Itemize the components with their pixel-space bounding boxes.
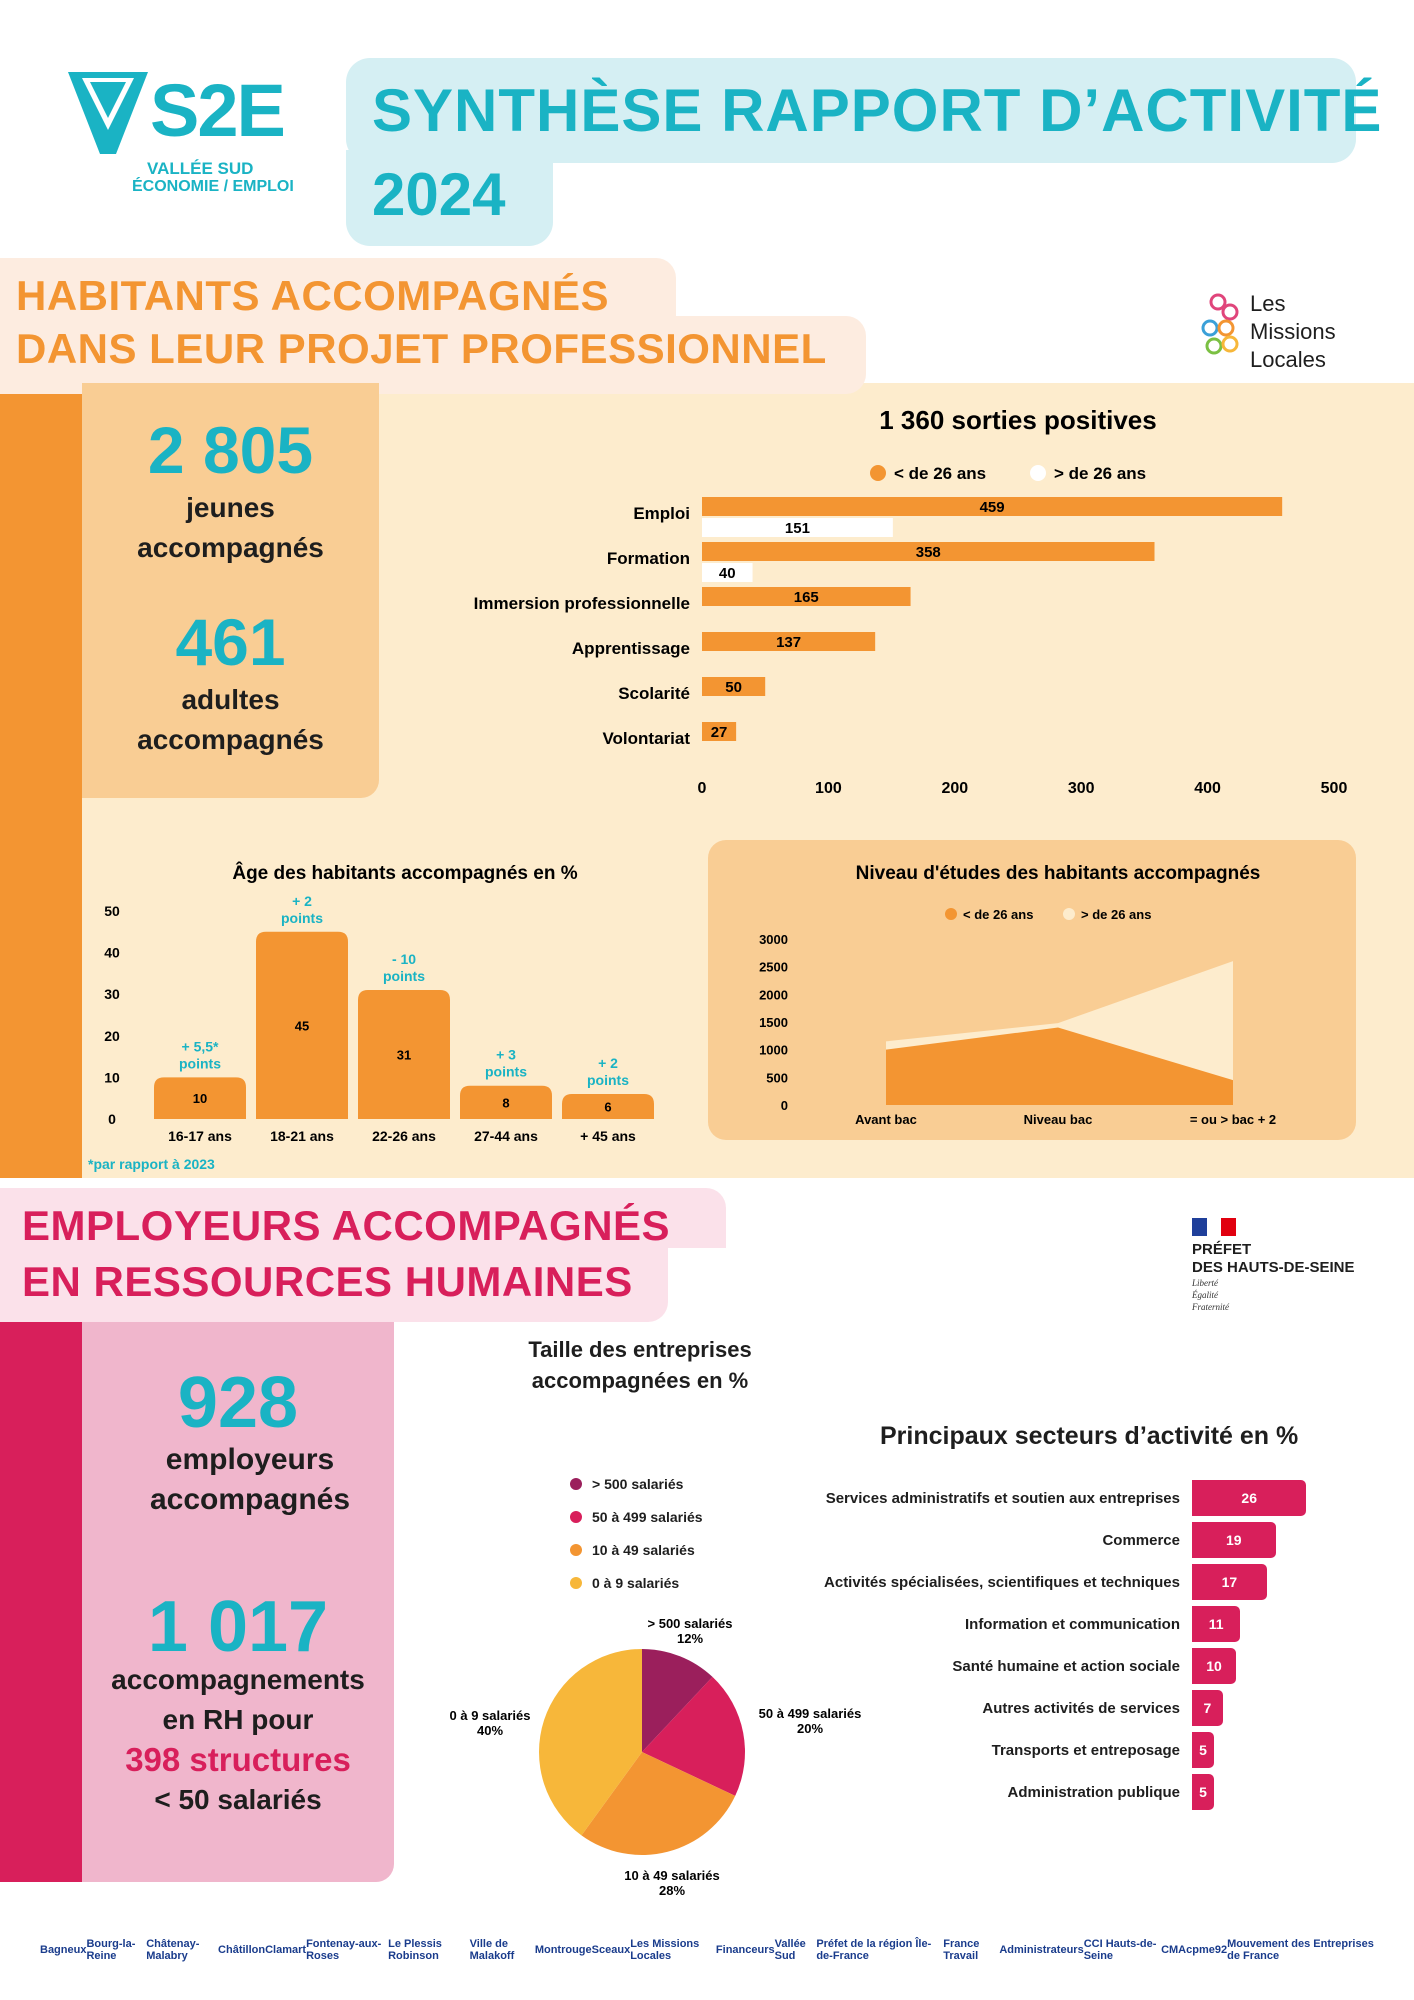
pie-legend-label: > 500 salariés [592,1476,684,1492]
pie-slice-label: > 500 salariés [647,1616,733,1631]
partner-logo: Montrouge [534,1944,592,1956]
page-title: SYNTHÈSE RAPPORT D’ACTIVITÉ [372,77,1383,144]
bar-value-label: 27 [710,724,728,741]
legend-swatch [870,465,886,481]
page-title-year: 2024 [372,161,506,228]
age-annotation-points: points [587,1072,629,1089]
y-tick-label: 2500 [759,959,788,975]
financeur-logo: Préfet de la région Île-de-France [816,1938,932,1962]
footnote: *par rapport à 2023 [88,1156,215,1172]
bar-value-label: 137 [776,634,802,651]
x-tick-label: 300 [1067,780,1095,797]
sector-row [660,1480,1306,1516]
partner-logo: Châtillon [218,1944,266,1956]
adultes-label-1: adultes [181,684,280,715]
x-tick-label: 200 [941,780,969,797]
y-tick-label: 10 [104,1069,120,1086]
prefet-line1: PRÉFET [1192,1241,1252,1258]
jeunes-count: 2 805 [147,413,314,487]
sector-row [660,1690,1223,1726]
sector-row [660,1606,1240,1642]
age-annotation: + 3 [496,1046,516,1063]
age-bar-value: 10 [192,1091,208,1107]
age-category-label: 27-44 ans [474,1128,538,1144]
sector-label: Transports et entreposage [991,1741,1180,1759]
age-annotation-points: points [485,1063,527,1080]
logo-subtitle-1: VALLÉE SUD [147,159,254,178]
niveau-category-label: = ou > bac + 2 [1189,1112,1277,1127]
age-chart [100,855,680,1155]
sector-bar: 19 [1192,1522,1276,1558]
accompagnements-label-1: accompagnements [111,1664,365,1695]
section1-accent-bar [0,383,82,1178]
sector-label: Santé humaine et action sociale [952,1657,1180,1675]
accompagnements-label-2: en RH pour [162,1704,314,1735]
sector-label: Administration publique [1007,1783,1180,1801]
administrateur-logo: cpme92 [1186,1944,1228,1956]
niveau-title: Niveau d'études des habitants accompagnés [855,863,1261,884]
y-tick-label: 40 [104,944,120,961]
administrateur-logo: Mouvement des Entreprises de France [1227,1938,1374,1962]
legend-label: < de 26 ans [963,907,1034,922]
financeur-logo: France Travail [943,1938,980,1962]
legend-swatch [945,908,957,920]
age-bar-value: 8 [502,1095,510,1111]
sector-bar: 10 [1192,1648,1236,1684]
sector-row [660,1522,1276,1558]
sorties-positives-chart [400,395,1360,815]
bar-value-label: 358 [915,544,941,561]
pie-slice-value: 28% [658,1883,686,1898]
bar-value-label: 151 [784,520,810,537]
age-annotation: + 2 [598,1055,618,1072]
age-bar-value: 31 [396,1047,412,1063]
sector-label: Activités spécialisées, scientifiques et techniques [824,1573,1180,1591]
sector-bar: 11 [1192,1606,1240,1642]
section2-heading-2: EN RESSOURCES HUMAINES [22,1258,633,1305]
pie-legend-swatch [570,1511,582,1523]
y-tick-label: 3000 [759,932,788,947]
marianne-flag-icon [1192,1218,1236,1236]
jeunes-label-1: jeunes [186,492,275,523]
sector-bar: 7 [1192,1690,1223,1726]
niveau-category-label: Niveau bac [1023,1112,1093,1127]
age-annotation-points: points [179,1055,221,1072]
accompagnements-count: 1 017 [147,1587,329,1667]
x-tick-label: 100 [815,780,842,797]
y-tick-label: 30 [104,986,120,1003]
partner-logo: Châtenay-Malabry [146,1938,200,1962]
y-tick-label: 50 [104,903,120,919]
administrateurs-label: Administrateurs [999,1944,1084,1956]
employeurs-count: 928 [177,1363,299,1443]
sector-row [660,1774,1214,1810]
prefet-motto2: Égalité [1192,1290,1218,1300]
partner-logo: Le Plessis Robinson [388,1938,442,1962]
ml-line1: Les [1250,291,1286,316]
partner-logo: Bagneux [40,1944,87,1956]
y-tick-label: 500 [766,1070,788,1086]
age-category-label: 16-17 ans [168,1128,232,1144]
age-annotation: + 5,5* [181,1038,219,1055]
x-tick-label: 400 [1194,780,1221,797]
category-label: Volontariat [602,729,690,748]
legend-label: < de 26 ans [894,464,987,483]
sector-bar: 17 [1192,1564,1267,1600]
prefet-motto3: Fraternité [1192,1302,1229,1312]
category-label: Immersion professionnelle [473,594,690,613]
partner-logo: Bourg-la-Reine [86,1938,136,1962]
pie-legend-label: 10 à 49 salariés [592,1542,695,1558]
age-annotation-points: points [383,968,425,985]
sector-bar: 5 [1192,1774,1214,1810]
pie-legend-swatch [570,1577,582,1589]
ml-line2: Missions [1250,319,1336,344]
pie-title: Taille des entreprises accompagnées en % [528,1337,752,1393]
category-label: Apprentissage [571,639,690,658]
employeurs-label-2: accompagnés [149,1483,351,1516]
employeurs-label [100,1440,400,1520]
pie-legend-label: 0 à 9 salariés [592,1575,680,1591]
age-title: Âge des habitants accompagnés en % [232,863,578,884]
sector-bar: 26 [1192,1480,1306,1516]
prefet-motto1: Liberté [1192,1278,1218,1288]
bar-value-label: 459 [979,499,1005,516]
pie-slice-label: 0 à 9 salariés [449,1708,531,1723]
accompagnements-label-3: < 50 salariés [154,1784,322,1815]
category-label: Scolarité [618,684,690,703]
x-tick-label: 0 [697,780,707,797]
sector-row [660,1732,1214,1768]
financeur-logo: Vallée Sud [774,1938,806,1962]
niveau-category-label: Avant bac [855,1112,917,1127]
partner-logo: Ville de Malakoff [469,1938,515,1962]
sectors-title: Principaux secteurs d’activité en % [880,1422,1299,1450]
administrateur-logo: CMA [1161,1944,1187,1956]
ml-line3: Locales [1250,347,1326,372]
pie-legend-swatch [570,1478,582,1490]
logo-wordmark: S2E [150,69,284,152]
bar-value-label: 50 [725,679,742,696]
jeunes-label [82,488,379,568]
niveau-etudes-chart [708,840,1356,1140]
y-tick-label: 1500 [759,1015,788,1030]
jeunes-label-2: accompagnés [137,532,324,563]
administrateur-logo: CCI Hauts-de-Seine [1083,1938,1157,1962]
employeurs-label-1: employeurs [165,1443,335,1476]
age-annotation: - 10 [391,951,417,968]
sector-bar: 5 [1192,1732,1214,1768]
sector-label: Information et communication [964,1615,1180,1633]
bar-value-label: 40 [718,565,736,582]
age-category-label: + 45 ans [580,1128,636,1144]
logo-subtitle-2: ÉCONOMIE / EMPLOI [132,178,294,195]
adultes-label-2: accompagnés [137,724,324,755]
accompagnements-label [82,1660,394,1820]
partner-logo: Fontenay-aux-Roses [306,1938,382,1962]
adultes-label [82,680,379,760]
partner-logo: Les Missions Locales [630,1938,700,1962]
section2-accent-bar [0,1322,82,1882]
prefet-logo [1192,1218,1355,1313]
footer-logos [40,1920,1380,1980]
bar-value-label: 165 [793,589,819,606]
pie-slice-label: 50 à 499 salariés [758,1706,862,1721]
pie-slice-label: 10 à 49 salariés [624,1868,720,1883]
adultes-count: 461 [175,605,286,679]
sector-label: Services administratifs et soutien aux entreprises [825,1489,1180,1507]
section1-heading-2: DANS LEUR PROJET PROFESSIONNEL [16,325,827,372]
sector-row [660,1564,1267,1600]
pie-slice-value: 40% [476,1723,504,1738]
age-category-label: 18-21 ans [270,1128,334,1144]
prefet-line2: DES HAUTS-DE-SEINE [1192,1259,1355,1276]
y-tick-label: 0 [780,1098,788,1113]
sector-label: Commerce [1102,1531,1180,1549]
legend-label: > de 26 ans [1081,907,1152,922]
vs2e-logo-icon [68,72,148,154]
legend-label: > de 26 ans [1054,464,1147,483]
y-tick-label: 1000 [759,1042,788,1058]
age-annotation-points: points [281,909,323,926]
partner-logo: Clamart [265,1944,307,1956]
missions-locales-logo-icon [1200,290,1250,370]
age-bar-value: 45 [294,1018,310,1034]
partner-logo: Sceaux [591,1944,631,1956]
pie-legend-swatch [570,1544,582,1556]
sector-label: Autres activités de services [982,1699,1180,1717]
sector-row [660,1648,1236,1684]
legend-swatch [1030,465,1046,481]
pie-slice-value: 20% [796,1721,824,1736]
age-annotation: + 2 [292,892,312,909]
section1-heading: HABITANTS ACCOMPAGNÉS [16,272,610,319]
financeurs-label: Financeurs [715,1944,775,1956]
legend-swatch [1063,908,1075,920]
sorties-title: 1 360 sorties positives [879,405,1157,435]
y-tick-label: 20 [104,1027,120,1044]
pie-legend-label: 50 à 499 salariés [592,1509,703,1525]
pie-slice-value: 12% [676,1631,704,1646]
y-tick-label: 2000 [759,987,788,1003]
category-label: Emploi [633,504,690,523]
category-label: Formation [606,549,690,568]
y-tick-label: 0 [108,1111,116,1127]
missions-locales-logo-text [1250,290,1336,374]
section2-heading: EMPLOYEURS ACCOMPAGNÉS [22,1202,671,1249]
age-bar-value: 6 [604,1099,612,1115]
x-tick-label: 500 [1320,780,1348,797]
age-category-label: 22-26 ans [372,1128,436,1144]
structures-highlight: 398 structures [125,1741,351,1778]
